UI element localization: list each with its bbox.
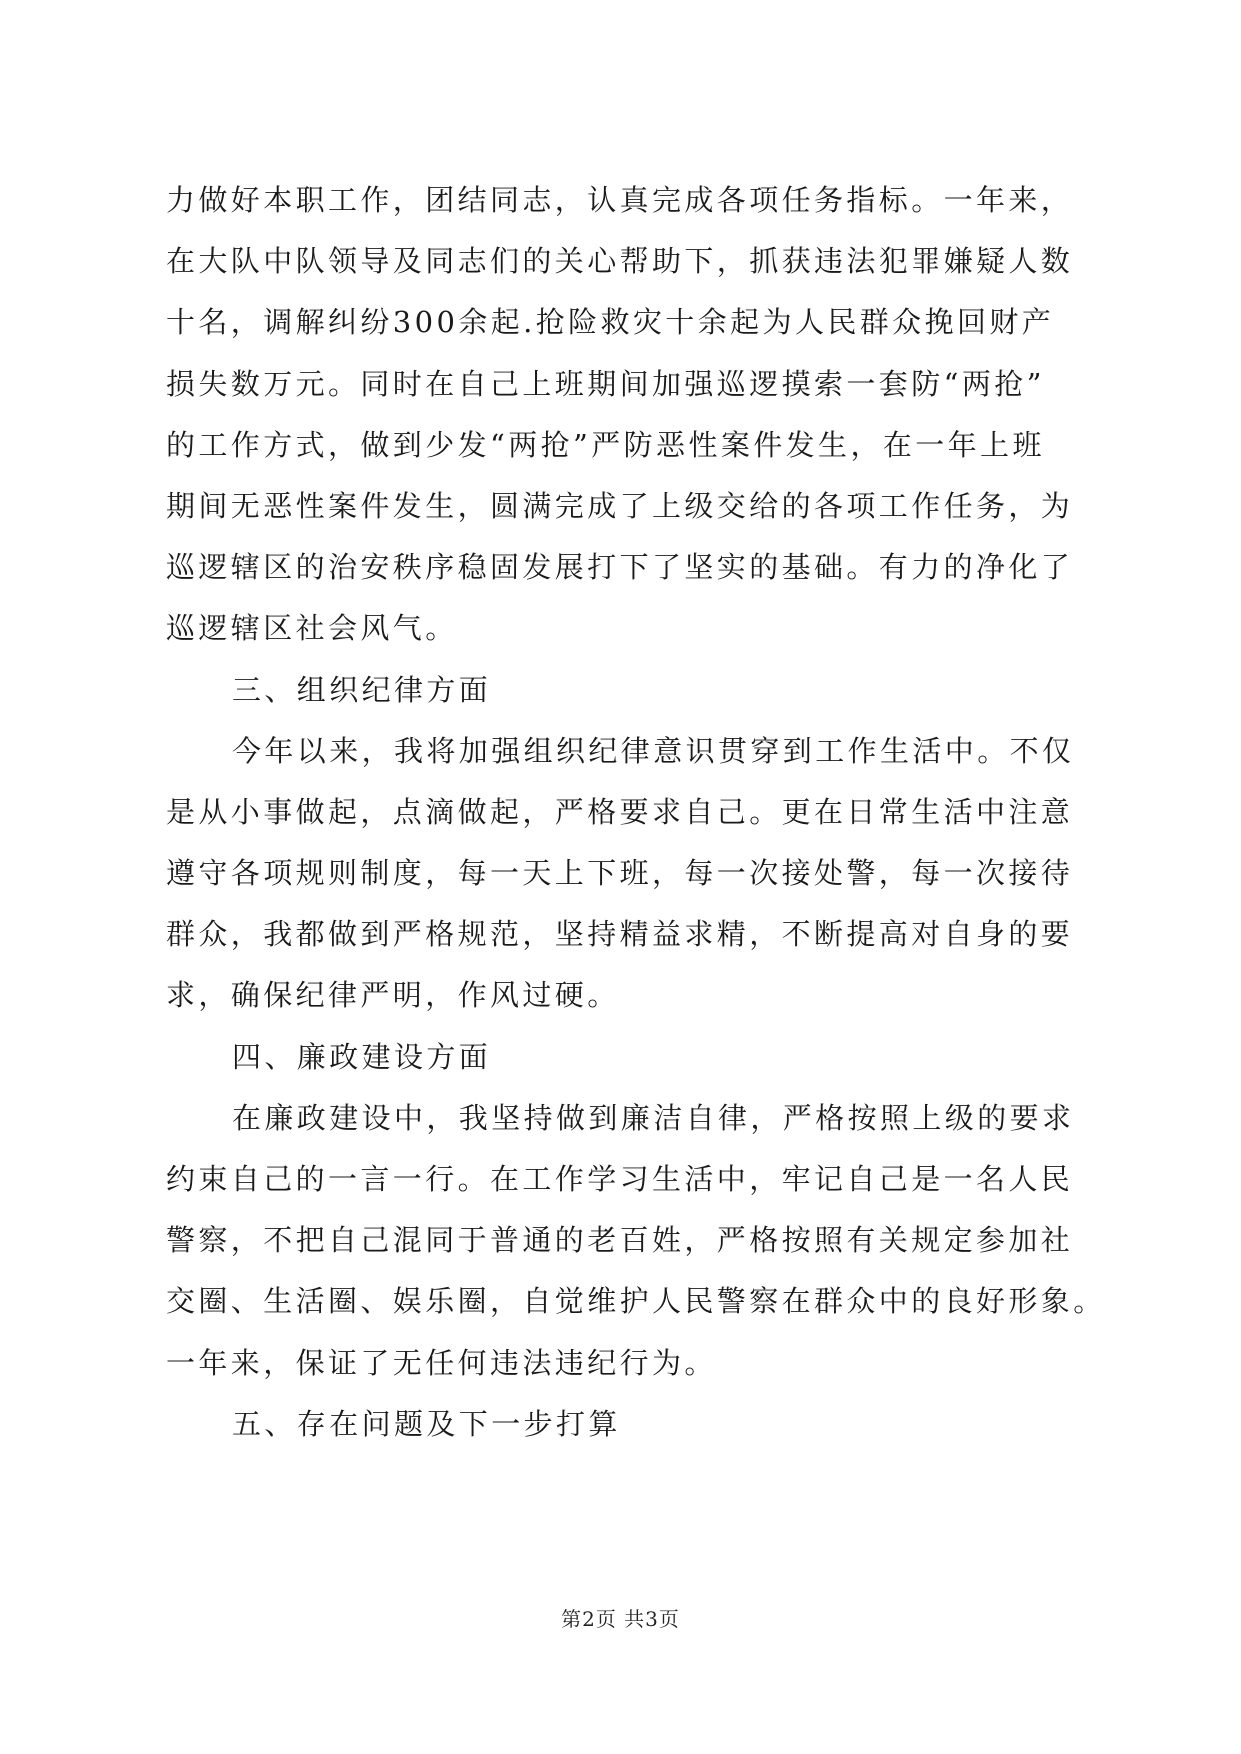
text-line: 是从小事做起，点滴做起，严格要求自己。更在日常生活中注意 [166, 794, 1074, 829]
document-body [166, 170, 1106, 1455]
paragraph-first-line: 今年以来，我将加强组织纪律意识贯穿到工作生活中。不仅 [232, 733, 1075, 768]
text-line: 群众，我都做到严格规范，坚持精益求精，不断提高对自身的要 [166, 917, 1074, 952]
section-heading: 四、廉政建设方面 [232, 1039, 492, 1074]
text-line: 力做好本职工作，团结同志，认真完成各项任务指标。一年来， [166, 183, 1074, 217]
text-line: 损失数万元。同时在自己上班期间加强巡逻摸索一套防“两抢” [166, 366, 1045, 401]
text-line: 十名，调解纠纷300余起.抢险救灾十余起为人民群众挽回财产 [166, 305, 1055, 340]
text-line: 求，确保纪律严明，作风过硬。 [166, 978, 620, 1013]
text-line: 巡逻辖区社会风气。 [166, 611, 458, 646]
section-heading: 三、组织纪律方面 [232, 672, 492, 707]
text-line: 在大队中队领导及同志们的关心帮助下，抓获违法犯罪嫌疑人数 [166, 244, 1074, 279]
text-line: 交圈、生活圈、娱乐圈，自觉维护人民警察在群众中的良好形象。 [166, 1284, 1106, 1319]
text-line: 期间无恶性案件发生，圆满完成了上级交给的各项工作任务，为 [166, 488, 1074, 523]
text-line: 一年来，保证了无任何违法违纪行为。 [166, 1345, 717, 1380]
text-line: 的工作方式，做到少发“两抢”严防恶性案件发生，在一年上班 [166, 427, 1045, 462]
paragraph-first-line: 在廉政建设中，我坚持做到廉洁自律，严格按照上级的要求 [232, 1100, 1075, 1135]
page-footer [0, 1603, 1241, 1632]
section-heading: 五、存在问题及下一步打算 [232, 1406, 621, 1441]
page-number-label: 第2页 共3页 [561, 1607, 680, 1631]
text-line: 巡逻辖区的治安秩序稳固发展打下了坚实的基础。有力的净化了 [166, 550, 1074, 585]
text-line: 约束自己的一言一行。在工作学习生活中，牢记自己是一名人民 [166, 1162, 1074, 1196]
text-line: 警察，不把自己混同于普通的老百姓，严格按照有关规定参加社 [166, 1223, 1074, 1258]
text-line: 遵守各项规则制度，每一天上下班，每一次接处警，每一次接待 [166, 856, 1074, 891]
